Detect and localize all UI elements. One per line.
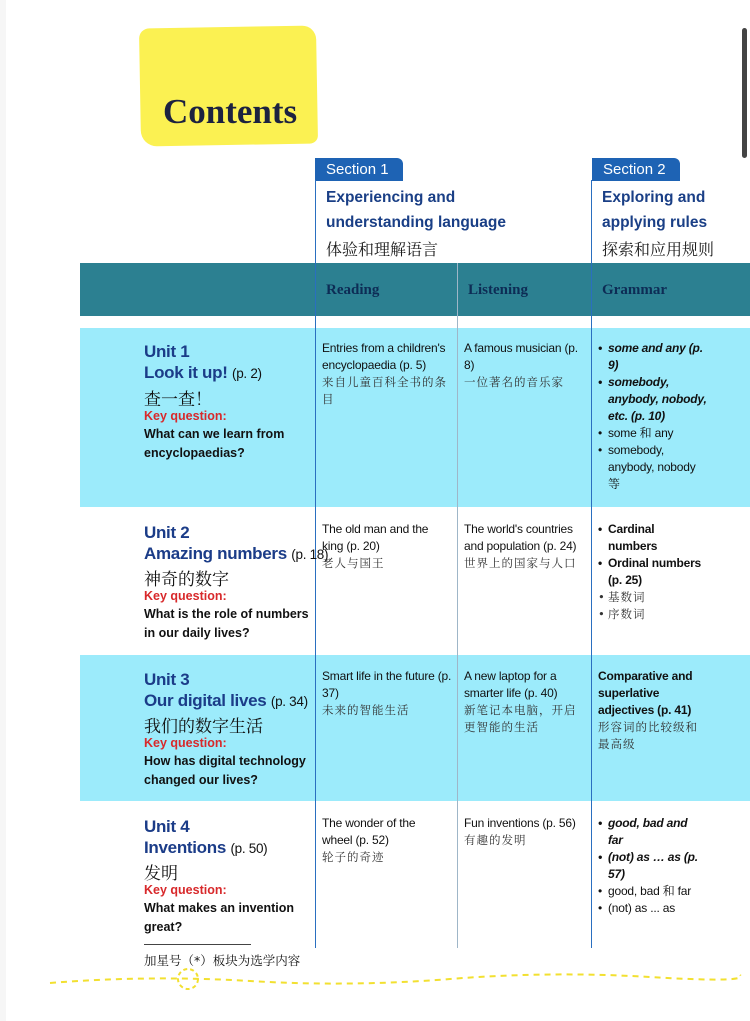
unit-3-grammar [598, 668, 698, 753]
unit-1-reading [322, 340, 454, 408]
decorative-wave [0, 965, 750, 1005]
section-1-tab: Section 1 [315, 158, 403, 181]
unit-2-name: Amazing numbers [144, 544, 287, 563]
unit-1-grammar [598, 340, 708, 493]
list-item: • some and any (p. 9) [598, 340, 708, 374]
unit-3-label: Unit 3 [144, 670, 190, 689]
unit-2-key-question-label: Key question: [144, 589, 227, 603]
unit-2-page: (p. 18) [291, 547, 329, 562]
unit-3-key-question: How has digital technology changed our lives? [144, 754, 306, 787]
unit-4-name: Inventions [144, 838, 227, 857]
section-1-title-line1: Experiencing and [326, 189, 456, 206]
unit-4-listening-cn: 有趣的发明 [464, 833, 527, 847]
list-item: • (not) as … as (p. 57) [598, 849, 703, 883]
list-item: • (not) as ... as [598, 900, 703, 917]
unit-3-listening-en: A new laptop for a smarter life (p. 40) [464, 669, 558, 700]
section-1-title-line2: understanding language [326, 214, 506, 231]
list-item: • somebody, anybody, nobody 等 [598, 442, 708, 493]
unit-4-name-cn: 发明 [144, 864, 178, 884]
unit-3-listening [464, 668, 584, 736]
unit-3-listening-cn: 新笔记本电脑，开启更智能的生活 [464, 703, 577, 734]
column-divider-2 [457, 263, 458, 948]
unit-2-reading-en: The old man and the king (p. 20) [322, 522, 429, 553]
unit-2-title[interactable] [144, 543, 328, 566]
unit-1-name: Look it up! [144, 363, 228, 382]
column-reading: Reading [326, 282, 380, 298]
footnote: 加星号（*）板块为选学内容 [144, 953, 301, 968]
unit-3-key-question-label: Key question: [144, 736, 227, 750]
unit-2-listening-en: The world's countries and population (p. 24) [464, 522, 577, 553]
column-grammar: Grammar [602, 282, 667, 298]
unit-1-listening-cn: 一位著名的音乐家 [464, 375, 564, 389]
page-edge [0, 0, 6, 1021]
list-item: • somebody, anybody, nobody, etc. (p. 10) [598, 374, 708, 425]
unit-3-reading [322, 668, 452, 719]
section-2-title-line1: Exploring and [602, 189, 706, 206]
unit-3-name: Our digital lives [144, 691, 267, 710]
unit-4-key-question-label: Key question: [144, 883, 227, 897]
unit-2-reading-cn: 老人与国王 [322, 556, 385, 570]
unit-4-title[interactable] [144, 837, 267, 860]
column-listening: Listening [468, 282, 529, 298]
unit-2-listening-cn: 世界上的国家与人口 [464, 556, 577, 570]
unit-1-listening-en: A famous musician (p. 8) [464, 341, 578, 372]
page-title: Contents [163, 92, 298, 131]
unit-1-title[interactable] [144, 362, 262, 385]
unit-2-name-cn: 神奇的数字 [144, 570, 229, 590]
unit-1-listening [464, 340, 589, 391]
scrollbar[interactable] [742, 28, 747, 158]
list-item: • good, bad and far [598, 815, 703, 849]
column-divider-3 [591, 180, 592, 948]
section-2-tab: Section 2 [592, 158, 680, 181]
list-item: Comparative and superlative adjectives (p. 41) [598, 669, 693, 717]
unit-4-reading-cn: 轮子的奇迹 [322, 850, 385, 864]
list-item: • Cardinal numbers [598, 521, 678, 555]
section-1-title-cn: 体验和理解语言 [326, 240, 439, 259]
list-item: 形容词的比较级和最高级 [598, 720, 698, 751]
unit-2-listening [464, 521, 589, 572]
list-item: • 基数词 [598, 589, 708, 606]
unit-4-reading [322, 815, 447, 866]
unit-1-label: Unit 1 [144, 342, 190, 361]
unit-1-reading-cn: 来自儿童百科全书的条目 [322, 375, 447, 406]
unit-4-listening-en: Fun inventions (p. 56) [464, 816, 576, 830]
list-item: • some 和 any [598, 425, 708, 442]
unit-1-key-question: What can we learn from encyclopaedias? [144, 427, 285, 460]
list-item: • good, bad 和 far [598, 883, 703, 900]
unit-2-key-question: What is the role of numbers in our daily lives? [144, 607, 309, 640]
unit-1-key-question-label: Key question: [144, 409, 227, 423]
unit-4-listening [464, 815, 589, 849]
unit-4-grammar [598, 815, 703, 917]
unit-4-page: (p. 50) [230, 841, 268, 856]
unit-3-page: (p. 34) [270, 694, 308, 709]
unit-3-reading-en: Smart life in the future (p. 37) [322, 669, 452, 700]
unit-3-reading-cn: 未来的智能生活 [322, 703, 410, 717]
list-item: • 序数词 [598, 606, 708, 623]
list-item: • Ordinal numbers (p. 25) [598, 555, 708, 589]
unit-1-name-cn: 查一查！ [144, 390, 212, 410]
unit-1-page: (p. 2) [232, 366, 262, 381]
section-2-title-line2: applying rules [602, 214, 708, 231]
unit-4-key-question: What makes an invention great? [144, 901, 295, 934]
unit-3-name-cn: 我们的数字生活 [144, 717, 263, 737]
unit-4-reading-en: The wonder of the wheel (p. 52) [322, 816, 416, 847]
unit-1-reading-en: Entries from a children's encyclopaedia (p. 5) [322, 341, 446, 372]
unit-3-title[interactable] [144, 690, 308, 713]
unit-2-reading [322, 521, 450, 572]
unit-2-grammar [598, 521, 708, 623]
section-2-title-cn: 探索和应用规则 [602, 240, 715, 259]
unit-4-label: Unit 4 [144, 817, 190, 836]
footnote-rule [144, 944, 251, 945]
unit-2-label: Unit 2 [144, 523, 190, 542]
